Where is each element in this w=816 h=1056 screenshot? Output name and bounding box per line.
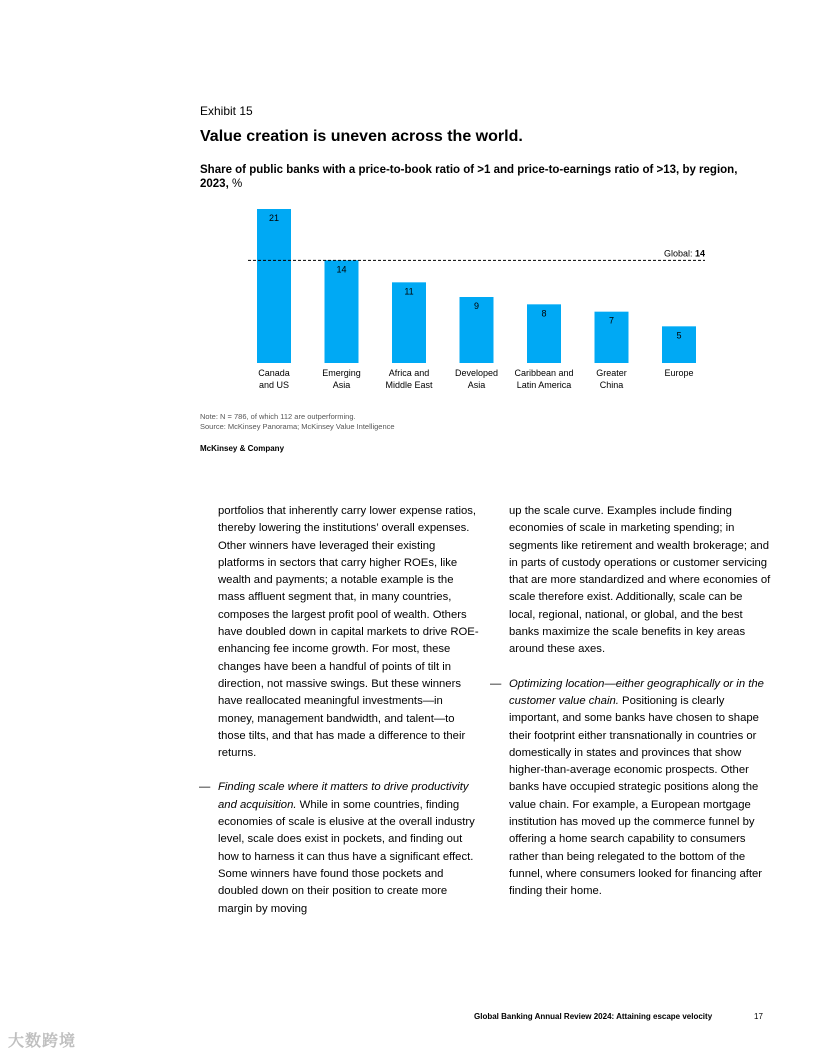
category-label: Canada: [258, 368, 290, 378]
exhibit-title: Value creation is uneven across the world.: [200, 128, 523, 145]
data-label: 5: [676, 330, 682, 341]
bullet-heading: Optimizing location—either geographically or in the customer value chain.: [509, 677, 764, 707]
chart-subtitle: [200, 163, 760, 191]
company-logo: McKinsey & Company: [200, 444, 285, 453]
category-label: Caribbean and: [514, 368, 574, 378]
body-column-right: [490, 503, 771, 901]
page-number: 17: [754, 1012, 763, 1021]
watermark-logo: 大数跨境: [8, 1033, 77, 1050]
category-label: Emerging: [322, 368, 361, 378]
data-label: 11: [404, 286, 414, 297]
category-label: China: [599, 380, 624, 390]
data-label: 8: [541, 308, 547, 319]
category-label: Africa and: [388, 368, 430, 378]
bullet-paragraph: [218, 779, 480, 917]
category-label: Developed: [454, 368, 499, 378]
category-label: Latin America: [516, 380, 572, 390]
bar: [257, 209, 291, 363]
category-label: Asia: [332, 380, 351, 390]
bullet-item: [199, 779, 480, 917]
bar: [325, 260, 359, 363]
bullet-dash: —: [199, 781, 211, 794]
body-paragraph: portfolios that inherently carry lower expense ratios, thereby lowering the institutions’ overall expenses. Other winners have leveraged their existing platforms in sectors that carry higher ROEs, like wealth and payments; a notable example is the mass affluent segment that, in many countries, composes the largest profit pool of wealth. Others have doubled down in capital markets to drive ROE-enhancing fee income growth. For most, these changes have been a handful of points of tilt in direction, not massive swings. But these winners have reallocated meaningful investments—in money, management bandwidth, and talent—to those tilts, and that has made a difference to their returns.: [218, 505, 479, 760]
data-label: 14: [336, 264, 347, 275]
source-line: Source: McKinsey Panorama; McKinsey Value Intelligence: [200, 422, 395, 431]
global-value: 14: [694, 248, 705, 259]
bullet-item: [490, 676, 771, 901]
bullet-heading: Finding scale where it matters to drive productivity and acquisition.: [218, 781, 469, 811]
category-label: and US: [258, 380, 290, 390]
category-label: Middle East: [385, 380, 433, 390]
data-label: 9: [473, 301, 480, 311]
chart-subtitle-unit: %: [231, 178, 243, 190]
bullet-dash: —: [490, 677, 502, 690]
bullet-text: While in some countries, finding economies of scale is elusive at the overall industry level, scale does exist in pockets, and finding out how to harness it can thus have a significant effect. Some winners have found those pockets and doubled down on their position to create more margin by moving: [218, 798, 475, 915]
category-label: Asia: [467, 380, 486, 390]
exhibit-label: Exhibit 15: [200, 104, 253, 118]
category-label: Europe: [664, 368, 694, 378]
global-label-text: Global:: [663, 248, 695, 259]
footer-title: Global Banking Annual Review 2024: Attaining escape velocity: [474, 1012, 713, 1021]
note-line: Note: N = 786, of which 112 are outperforming.: [200, 412, 356, 421]
bullet-paragraph: [509, 676, 771, 901]
body-paragraph: up the scale curve. Examples include finding economies of scale in marketing spending; in segments like retirement and wealth brokerage; and in parts of custody operations or customer servicing that are more standardized and where economies of scale therefore exist. Additionally, scale can be local, regional, national, or global, and the best banks maximize the scale benefits in key areas around these axes.: [509, 505, 771, 656]
chart-note: [200, 412, 395, 432]
body-column-left: [199, 503, 480, 918]
chart-subtitle-text: Share of public banks with a price-to-book ratio of >1 and price-to-earnings ratio of >13, by region, 2023,: [200, 164, 738, 190]
data-label: 21: [268, 213, 280, 223]
category-label: Greater: [596, 368, 627, 378]
bar-chart: [200, 200, 760, 400]
global-label: [664, 248, 705, 258]
data-label: 7: [608, 315, 615, 326]
bullet-text: Positioning is clearly important, and some banks have chosen to shape their footprint either transnationally in countries or domestically in states and provinces that show higher-than-average economic prospects. Other banks have occupied strategic positions along the value chain. For example, a European mortgage institution has moved up the commerce funnel by offering a home search capability to consumers rather than being relegated to the bottom of the funnel, where consumers looked for financing after finding their home.: [509, 694, 763, 898]
